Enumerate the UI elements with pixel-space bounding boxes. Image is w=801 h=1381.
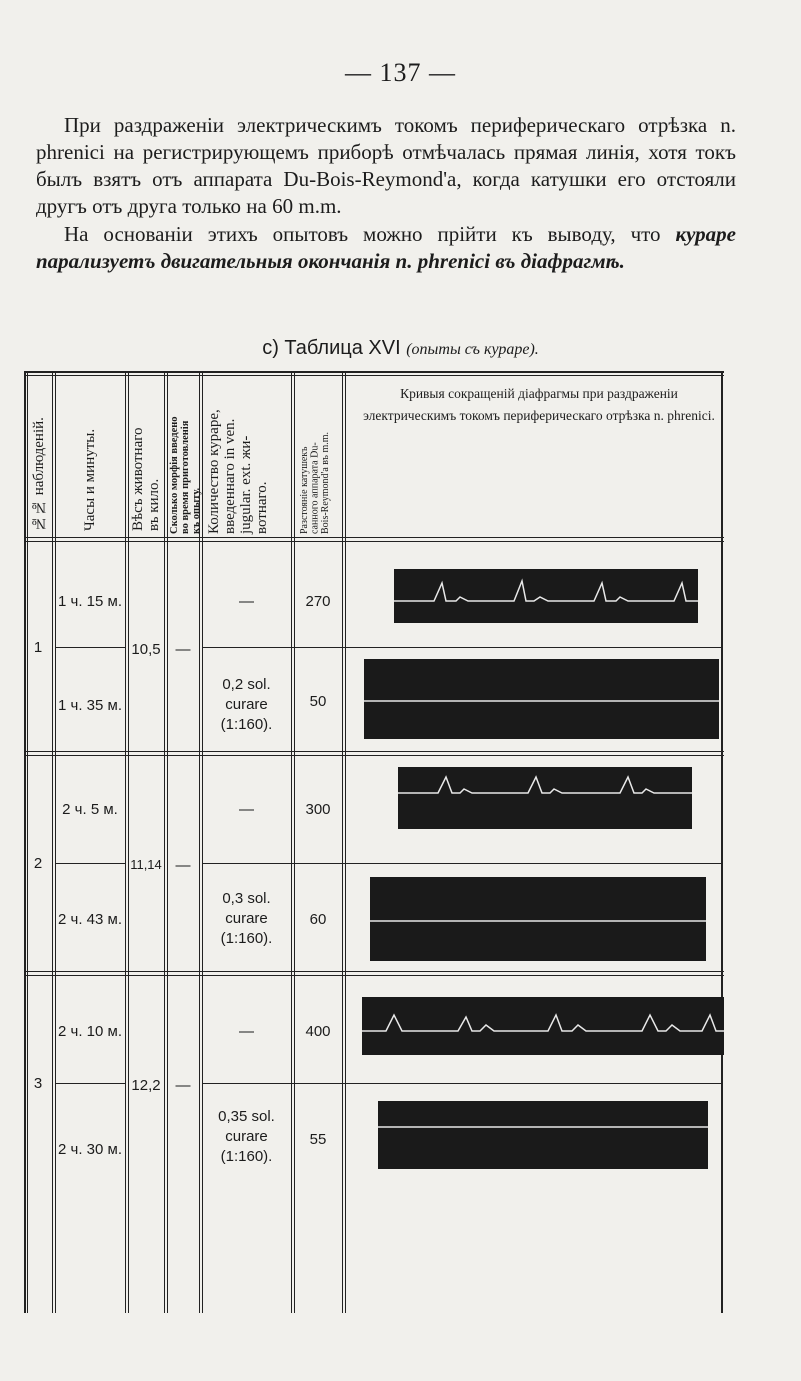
morphine-dose: — xyxy=(175,857,191,874)
morphine-dose: — xyxy=(175,641,191,658)
header-morphine: Сколько морфія введено во время приготовленія къ опыту. xyxy=(169,416,202,534)
table-xvi xyxy=(24,371,724,1381)
coil-distance-after: 50 xyxy=(309,693,327,710)
time-before: 1 ч. 15 м. xyxy=(58,593,122,610)
coil-distance-after: 60 xyxy=(309,911,327,928)
coil-distance-before: 270 xyxy=(305,593,331,610)
weight-kg: 12,2 xyxy=(131,1077,161,1094)
time-before: 2 ч. 10 м. xyxy=(58,1023,122,1040)
curare-none: — xyxy=(239,801,254,818)
observation-number: 3 xyxy=(33,1075,43,1092)
header-curves: Кривыя сокращеній діафрагмы при раздраженіи электрическимъ токомъ периферическаго отрѣзка n. phrenici. xyxy=(363,386,715,423)
curve-trace xyxy=(364,659,719,739)
paragraph-1: При раздраженіи электрическимъ токомъ периферическаго отрѣзка n. phrenici на регистрирующемъ приборѣ отмѣчалась прямая линія, хотя токъ былъ взятъ отъ аппарата Du-Bois-Reymond'a, когда катушки его отстояли другъ отъ друга только на 60 m.m. xyxy=(36,113,736,218)
curve-trace xyxy=(398,767,692,829)
observation-number: 2 xyxy=(33,855,43,872)
table-caption-label: c) Таблица XVI xyxy=(262,337,401,359)
curare-none: — xyxy=(239,1023,254,1040)
curve-trace xyxy=(362,997,724,1055)
observation-number: 1 xyxy=(33,639,43,656)
coil-distance-before: 300 xyxy=(305,801,331,818)
curve-trace xyxy=(394,569,698,623)
time-after: 2 ч. 30 м. xyxy=(58,1141,122,1158)
curve-trace xyxy=(378,1101,708,1169)
curare-dose: 0,3 sol. curare (1:160). xyxy=(220,890,273,947)
weight-kg: 10,5 xyxy=(131,641,161,658)
curare-none: — xyxy=(239,593,254,610)
header-curare: Количество кураре, введеннаго in ven. jugular. ext. жи- вотнаго. xyxy=(206,409,270,534)
header-coil-distance: Разстояніе катушекъ санного аппарата Du- Bois-Reymond'a въ m.m. xyxy=(299,432,331,534)
morphine-dose: — xyxy=(175,1077,191,1094)
coil-distance-before: 400 xyxy=(305,1023,331,1040)
table-caption xyxy=(0,337,801,360)
paragraph-2 xyxy=(36,221,736,275)
page-number: — 137 — xyxy=(345,58,456,87)
time-before: 2 ч. 5 м. xyxy=(62,801,118,818)
paragraph-2-conclusion: кураре парализуетъ двигательныя окончанія n. phrenici въ діафрагмѣ. xyxy=(36,222,736,273)
paragraph-2-text: На основаніи этихъ опытовъ можно прійти къ выводу, что xyxy=(64,222,676,246)
header-observation-no: №№ наблюденій. xyxy=(31,417,47,531)
curare-dose: 0,35 sol. curare (1:160). xyxy=(218,1108,275,1165)
curare-dose: 0,2 sol. curare (1:160). xyxy=(220,676,273,733)
time-after: 1 ч. 35 м. xyxy=(58,697,122,714)
header-time: Часы и минуты. xyxy=(82,428,98,531)
header-weight: Вѣсъ животнаго въ кило. xyxy=(130,427,162,531)
table-caption-subtitle: (опыты съ кураре). xyxy=(406,341,539,358)
time-after: 2 ч. 43 м. xyxy=(58,911,122,928)
curve-trace xyxy=(370,877,706,961)
weight-kg: 11,14 xyxy=(130,857,162,872)
coil-distance-after: 55 xyxy=(309,1131,327,1148)
